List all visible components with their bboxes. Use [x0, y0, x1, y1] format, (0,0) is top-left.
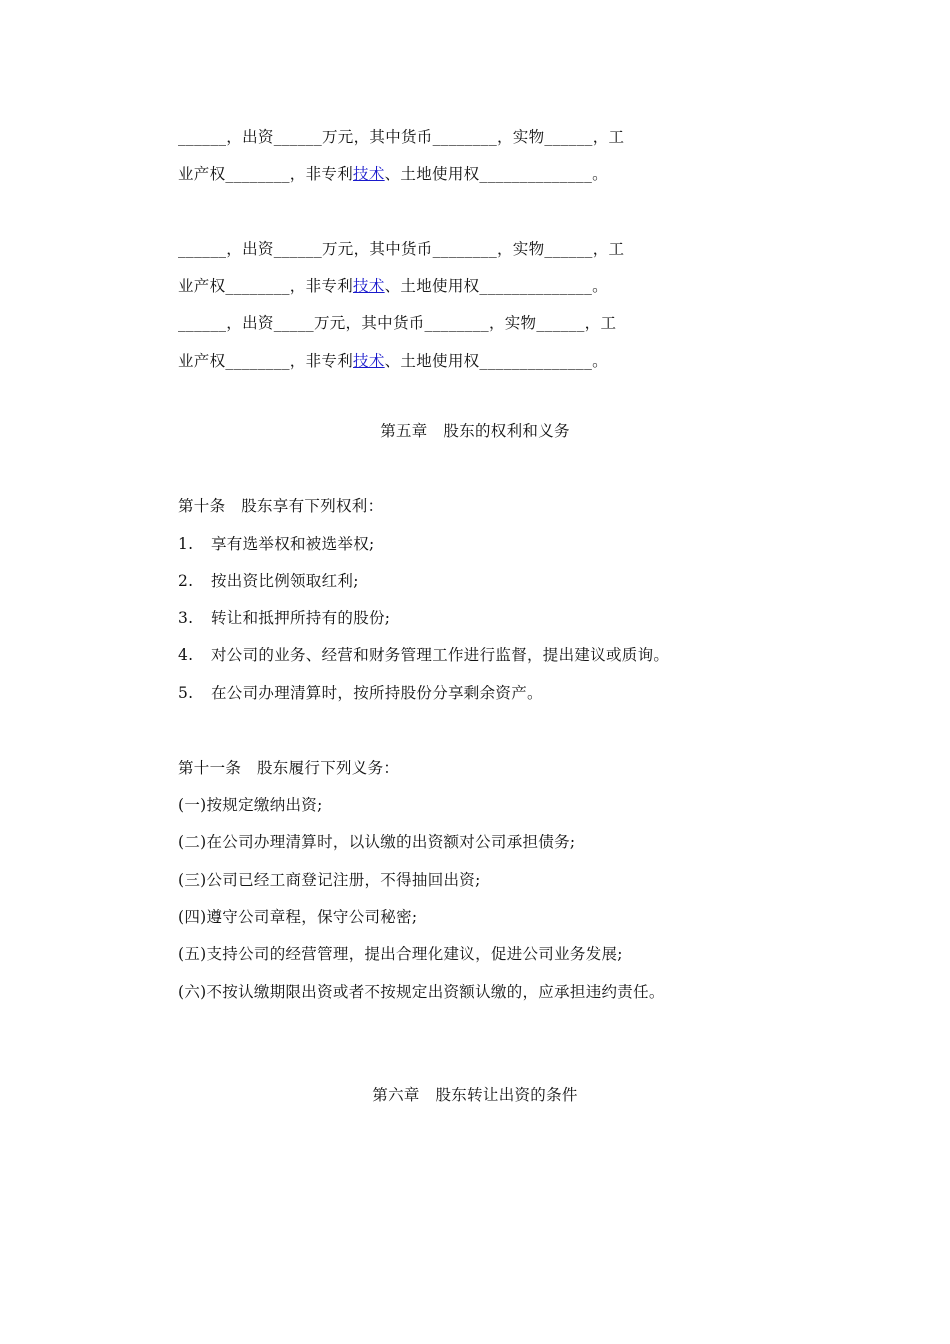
capital-text: 、土地使用权______________。	[384, 277, 608, 295]
capital-line-2b	[178, 276, 608, 296]
list-text: 按出资比例领取红利;	[211, 572, 359, 590]
duties-list-item: (五)支持公司的经营管理，提出合理化建议，促进公司业务发展;	[178, 945, 623, 963]
rights-list-item	[178, 571, 359, 591]
capital-line-3a: ______，出资_____万元，其中货币________，实物______，工	[178, 314, 617, 332]
capital-line-3b	[178, 351, 608, 371]
article-11-title: 第十一条 股东履行下列义务：	[178, 759, 400, 777]
rights-list-item	[178, 608, 390, 628]
duties-list-item: (六)不按认缴期限出资或者不按规定出资额认缴的，应承担违约责任。	[178, 983, 665, 1001]
article-10-title: 第十条 股东享有下列权利：	[178, 497, 384, 515]
list-number: 3.	[178, 609, 194, 627]
rights-list-item	[178, 645, 669, 665]
duties-list-item: (三)公司已经工商登记注册，不得抽回出资;	[178, 871, 481, 889]
capital-text: 、土地使用权______________。	[384, 165, 608, 183]
technology-link[interactable]: 技术	[353, 277, 385, 295]
chapter-6-title: 第六章 股东转让出资的条件	[372, 1086, 578, 1104]
rights-list-item	[178, 534, 375, 554]
chapter-5-title: 第五章 股东的权利和义务	[380, 422, 570, 440]
capital-text: 、土地使用权______________。	[384, 352, 608, 370]
list-number: 5.	[178, 684, 194, 702]
duties-list-item: (一)按规定缴纳出资;	[178, 796, 323, 814]
rights-list-item	[178, 683, 543, 703]
list-text: 享有选举权和被选举权;	[211, 535, 375, 553]
capital-text: 业产权________，非专利	[178, 352, 354, 370]
technology-link[interactable]: 技术	[353, 352, 385, 370]
list-number: 2.	[178, 572, 194, 590]
capital-text: 业产权________，非专利	[178, 277, 354, 295]
capital-line-2a: ______，出资______万元，其中货币________，实物______，工	[178, 240, 625, 258]
capital-text: 业产权________，非专利	[178, 165, 354, 183]
list-text: 转让和抵押所持有的股份;	[211, 609, 391, 627]
capital-line-1a: ______，出资______万元，其中货币________，实物______，工	[178, 128, 625, 146]
list-number: 4.	[178, 646, 194, 664]
list-text: 对公司的业务、经营和财务管理工作进行监督，提出建议或质询。	[211, 646, 670, 664]
list-text: 在公司办理清算时，按所持股份分享剩余资产。	[211, 684, 543, 702]
duties-list-item: (二)在公司办理清算时，以认缴的出资额对公司承担债务;	[178, 833, 576, 851]
capital-line-1b	[178, 164, 608, 184]
list-number: 1.	[178, 535, 194, 553]
technology-link[interactable]: 技术	[353, 165, 385, 183]
duties-list-item: (四)遵守公司章程，保守公司秘密;	[178, 908, 418, 926]
